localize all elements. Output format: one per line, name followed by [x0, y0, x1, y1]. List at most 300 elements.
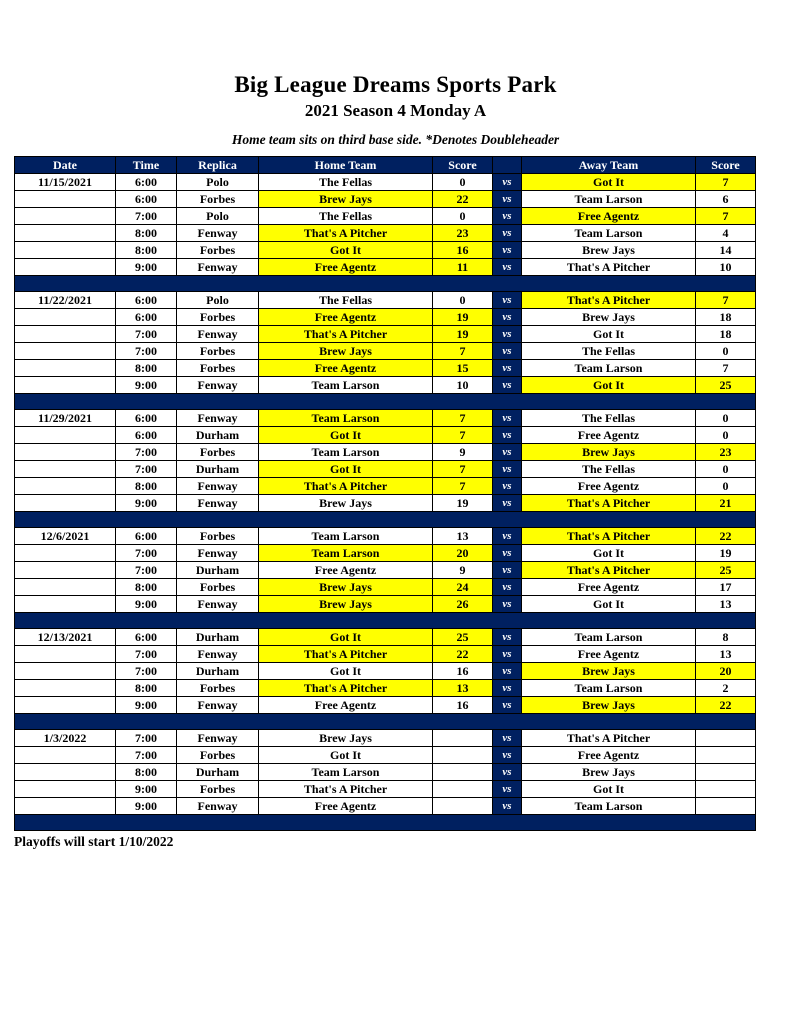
date-cell — [15, 461, 116, 478]
home-team-cell: Got It — [259, 242, 433, 259]
schedule-row — [15, 360, 756, 377]
away-score-cell: 20 — [696, 663, 756, 680]
home-score-cell: 7 — [433, 343, 493, 360]
home-score-cell: 10 — [433, 377, 493, 394]
away-team-cell: Got It — [522, 377, 696, 394]
separator-row — [15, 512, 756, 528]
away-team-cell: Free Agentz — [522, 579, 696, 596]
date-cell — [15, 781, 116, 798]
separator-row — [15, 613, 756, 629]
schedule-row — [15, 495, 756, 512]
date-cell — [15, 343, 116, 360]
schedule-row — [15, 444, 756, 461]
header-date: Date — [15, 157, 116, 174]
away-score-cell: 13 — [696, 646, 756, 663]
schedule-table-head — [15, 157, 756, 174]
away-team-cell: Free Agentz — [522, 646, 696, 663]
home-team-cell: Team Larson — [259, 377, 433, 394]
home-score-cell: 19 — [433, 309, 493, 326]
home-team-cell: Team Larson — [259, 545, 433, 562]
time-cell: 8:00 — [116, 680, 177, 697]
away-team-cell: Brew Jays — [522, 242, 696, 259]
away-score-cell: 6 — [696, 191, 756, 208]
date-cell: 11/29/2021 — [15, 410, 116, 427]
away-team-cell: Team Larson — [522, 191, 696, 208]
separator-bar — [15, 512, 756, 528]
home-score-cell: 16 — [433, 242, 493, 259]
home-score-cell: 22 — [433, 646, 493, 663]
away-team-cell: Got It — [522, 596, 696, 613]
time-cell: 9:00 — [116, 596, 177, 613]
away-team-cell: Free Agentz — [522, 208, 696, 225]
vs-cell: vs — [493, 309, 522, 326]
away-score-cell: 0 — [696, 478, 756, 495]
replica-cell: Durham — [177, 427, 259, 444]
separator-bar — [15, 815, 756, 831]
replica-cell: Durham — [177, 629, 259, 646]
home-score-cell: 0 — [433, 292, 493, 309]
schedule-row — [15, 377, 756, 394]
vs-cell: vs — [493, 174, 522, 191]
home-team-cell: Got It — [259, 747, 433, 764]
time-cell: 7:00 — [116, 663, 177, 680]
home-team-cell: Got It — [259, 427, 433, 444]
home-score-cell: 24 — [433, 579, 493, 596]
away-team-cell: That's A Pitcher — [522, 259, 696, 276]
away-team-cell: Free Agentz — [522, 478, 696, 495]
home-team-cell: Team Larson — [259, 764, 433, 781]
vs-cell: vs — [493, 747, 522, 764]
time-cell: 7:00 — [116, 730, 177, 747]
separator-bar — [15, 276, 756, 292]
away-team-cell: The Fellas — [522, 343, 696, 360]
away-team-cell: Got It — [522, 781, 696, 798]
date-cell — [15, 697, 116, 714]
away-team-cell: That's A Pitcher — [522, 730, 696, 747]
separator-bar — [15, 714, 756, 730]
replica-cell: Durham — [177, 764, 259, 781]
away-team-cell: Free Agentz — [522, 747, 696, 764]
header-away-team: Away Team — [522, 157, 696, 174]
away-score-cell: 0 — [696, 410, 756, 427]
time-cell: 7:00 — [116, 545, 177, 562]
date-cell — [15, 225, 116, 242]
away-score-cell: 7 — [696, 292, 756, 309]
home-team-cell: Brew Jays — [259, 343, 433, 360]
time-cell: 6:00 — [116, 309, 177, 326]
vs-cell: vs — [493, 377, 522, 394]
home-team-cell: Got It — [259, 461, 433, 478]
date-cell: 12/13/2021 — [15, 629, 116, 646]
away-team-cell: That's A Pitcher — [522, 495, 696, 512]
date-cell — [15, 326, 116, 343]
vs-cell: vs — [493, 427, 522, 444]
time-cell: 9:00 — [116, 259, 177, 276]
away-team-cell: Team Larson — [522, 629, 696, 646]
away-team-cell: The Fellas — [522, 410, 696, 427]
home-team-cell: That's A Pitcher — [259, 680, 433, 697]
replica-cell: Forbes — [177, 528, 259, 545]
home-team-cell: Brew Jays — [259, 191, 433, 208]
home-score-cell: 7 — [433, 410, 493, 427]
home-score-cell: 20 — [433, 545, 493, 562]
home-team-cell: That's A Pitcher — [259, 478, 433, 495]
away-score-cell — [696, 730, 756, 747]
replica-cell: Fenway — [177, 545, 259, 562]
home-team-cell: Free Agentz — [259, 562, 433, 579]
vs-cell: vs — [493, 562, 522, 579]
schedule-row — [15, 562, 756, 579]
replica-cell: Durham — [177, 663, 259, 680]
vs-cell: vs — [493, 495, 522, 512]
away-score-cell: 17 — [696, 579, 756, 596]
time-cell: 9:00 — [116, 495, 177, 512]
away-team-cell: That's A Pitcher — [522, 292, 696, 309]
schedule-row — [15, 225, 756, 242]
replica-cell: Forbes — [177, 242, 259, 259]
time-cell: 7:00 — [116, 747, 177, 764]
replica-cell: Fenway — [177, 326, 259, 343]
vs-cell: vs — [493, 646, 522, 663]
time-cell: 7:00 — [116, 208, 177, 225]
away-score-cell: 2 — [696, 680, 756, 697]
time-cell: 9:00 — [116, 781, 177, 798]
home-score-cell: 7 — [433, 427, 493, 444]
vs-cell: vs — [493, 326, 522, 343]
vs-cell: vs — [493, 579, 522, 596]
away-team-cell: Team Larson — [522, 680, 696, 697]
away-score-cell: 7 — [696, 360, 756, 377]
date-cell — [15, 747, 116, 764]
replica-cell: Fenway — [177, 410, 259, 427]
replica-cell: Forbes — [177, 579, 259, 596]
away-team-cell: Brew Jays — [522, 444, 696, 461]
away-score-cell: 8 — [696, 629, 756, 646]
separator-bar — [15, 613, 756, 629]
replica-cell: Fenway — [177, 730, 259, 747]
home-team-cell: Brew Jays — [259, 495, 433, 512]
replica-cell: Fenway — [177, 259, 259, 276]
home-team-cell: That's A Pitcher — [259, 646, 433, 663]
time-cell: 6:00 — [116, 410, 177, 427]
vs-cell: vs — [493, 242, 522, 259]
date-cell — [15, 191, 116, 208]
replica-cell: Fenway — [177, 798, 259, 815]
schedule-row — [15, 764, 756, 781]
away-team-cell: Brew Jays — [522, 697, 696, 714]
replica-cell: Forbes — [177, 191, 259, 208]
replica-cell: Fenway — [177, 478, 259, 495]
away-score-cell: 0 — [696, 427, 756, 444]
vs-cell: vs — [493, 596, 522, 613]
away-score-cell: 13 — [696, 596, 756, 613]
home-team-cell: Free Agentz — [259, 259, 433, 276]
time-cell: 7:00 — [116, 646, 177, 663]
away-score-cell: 22 — [696, 697, 756, 714]
date-cell — [15, 360, 116, 377]
replica-cell: Forbes — [177, 781, 259, 798]
away-score-cell: 22 — [696, 528, 756, 545]
date-cell — [15, 596, 116, 613]
away-team-cell: Team Larson — [522, 225, 696, 242]
vs-cell: vs — [493, 528, 522, 545]
schedule-row — [15, 596, 756, 613]
away-score-cell — [696, 747, 756, 764]
vs-cell: vs — [493, 781, 522, 798]
away-score-cell: 7 — [696, 174, 756, 191]
home-score-cell: 7 — [433, 461, 493, 478]
vs-cell: vs — [493, 680, 522, 697]
away-team-cell: Got It — [522, 545, 696, 562]
time-cell: 9:00 — [116, 697, 177, 714]
schedule-row — [15, 545, 756, 562]
date-cell — [15, 579, 116, 596]
home-team-cell: The Fellas — [259, 292, 433, 309]
schedule-row — [15, 461, 756, 478]
replica-cell: Forbes — [177, 680, 259, 697]
date-cell — [15, 377, 116, 394]
schedule-row — [15, 326, 756, 343]
header-vs — [493, 157, 522, 174]
vs-cell: vs — [493, 545, 522, 562]
vs-cell: vs — [493, 478, 522, 495]
home-score-cell — [433, 747, 493, 764]
vs-cell: vs — [493, 410, 522, 427]
schedule-row — [15, 747, 756, 764]
schedule-row — [15, 680, 756, 697]
replica-cell: Polo — [177, 208, 259, 225]
time-cell: 8:00 — [116, 478, 177, 495]
away-score-cell: 0 — [696, 461, 756, 478]
date-cell — [15, 764, 116, 781]
home-team-cell: Brew Jays — [259, 596, 433, 613]
time-cell: 9:00 — [116, 798, 177, 815]
header-home-score: Score — [433, 157, 493, 174]
date-cell — [15, 427, 116, 444]
vs-cell: vs — [493, 461, 522, 478]
home-team-cell: Team Larson — [259, 444, 433, 461]
time-cell: 6:00 — [116, 528, 177, 545]
schedule-row — [15, 629, 756, 646]
away-team-cell: Brew Jays — [522, 663, 696, 680]
home-team-cell: Free Agentz — [259, 360, 433, 377]
header-replica: Replica — [177, 157, 259, 174]
home-team-cell: That's A Pitcher — [259, 781, 433, 798]
away-team-cell: Team Larson — [522, 360, 696, 377]
home-score-cell: 22 — [433, 191, 493, 208]
replica-cell: Fenway — [177, 646, 259, 663]
vs-cell: vs — [493, 730, 522, 747]
vs-cell: vs — [493, 259, 522, 276]
away-score-cell — [696, 798, 756, 815]
schedule-row — [15, 528, 756, 545]
home-score-cell: 26 — [433, 596, 493, 613]
away-score-cell: 18 — [696, 309, 756, 326]
replica-cell: Polo — [177, 174, 259, 191]
schedule-row — [15, 798, 756, 815]
header-time: Time — [116, 157, 177, 174]
replica-cell: Forbes — [177, 444, 259, 461]
home-team-cell: That's A Pitcher — [259, 326, 433, 343]
home-team-cell: Brew Jays — [259, 730, 433, 747]
replica-cell: Forbes — [177, 343, 259, 360]
replica-cell: Fenway — [177, 377, 259, 394]
schedule-row — [15, 309, 756, 326]
away-score-cell — [696, 781, 756, 798]
date-cell — [15, 562, 116, 579]
separator-row — [15, 714, 756, 730]
schedule-row — [15, 781, 756, 798]
schedule-row — [15, 259, 756, 276]
date-cell: 12/6/2021 — [15, 528, 116, 545]
away-score-cell: 23 — [696, 444, 756, 461]
schedule-row — [15, 410, 756, 427]
vs-cell: vs — [493, 360, 522, 377]
page-note: Home team sits on third base side. *Denotes Doubleheader — [231, 132, 560, 147]
away-score-cell: 10 — [696, 259, 756, 276]
vs-cell: vs — [493, 208, 522, 225]
vs-cell: vs — [493, 444, 522, 461]
replica-cell: Fenway — [177, 697, 259, 714]
replica-cell: Forbes — [177, 747, 259, 764]
vs-cell: vs — [493, 663, 522, 680]
home-score-cell: 0 — [433, 174, 493, 191]
page-title: Big League Dreams Sports Park — [234, 72, 557, 97]
vs-cell: vs — [493, 191, 522, 208]
home-score-cell: 9 — [433, 562, 493, 579]
home-team-cell: Free Agentz — [259, 697, 433, 714]
header-home-team: Home Team — [259, 157, 433, 174]
away-score-cell — [696, 764, 756, 781]
away-team-cell: Team Larson — [522, 798, 696, 815]
date-cell — [15, 798, 116, 815]
schedule-row — [15, 697, 756, 714]
home-score-cell — [433, 781, 493, 798]
replica-cell: Forbes — [177, 309, 259, 326]
page-subtitle: 2021 Season 4 Monday A — [304, 101, 487, 120]
home-team-cell: The Fellas — [259, 174, 433, 191]
home-score-cell: 19 — [433, 495, 493, 512]
away-team-cell: The Fellas — [522, 461, 696, 478]
separator-row — [15, 276, 756, 292]
date-cell — [15, 663, 116, 680]
replica-cell: Durham — [177, 562, 259, 579]
home-score-cell: 0 — [433, 208, 493, 225]
replica-cell: Fenway — [177, 596, 259, 613]
home-score-cell: 13 — [433, 528, 493, 545]
time-cell: 7:00 — [116, 461, 177, 478]
away-score-cell: 19 — [696, 545, 756, 562]
date-cell — [15, 259, 116, 276]
away-team-cell: Got It — [522, 326, 696, 343]
date-cell — [15, 242, 116, 259]
time-cell: 6:00 — [116, 191, 177, 208]
home-score-cell: 16 — [433, 697, 493, 714]
date-cell — [15, 646, 116, 663]
date-cell — [15, 208, 116, 225]
away-team-cell: Brew Jays — [522, 309, 696, 326]
home-score-cell — [433, 798, 493, 815]
playoffs-note: Playoffs will start 1/10/2022 — [14, 834, 174, 849]
replica-cell: Fenway — [177, 495, 259, 512]
replica-cell: Forbes — [177, 360, 259, 377]
home-team-cell: Free Agentz — [259, 309, 433, 326]
date-cell — [15, 680, 116, 697]
date-cell — [15, 478, 116, 495]
away-score-cell: 25 — [696, 377, 756, 394]
schedule-row — [15, 242, 756, 259]
time-cell: 7:00 — [116, 562, 177, 579]
date-cell — [15, 545, 116, 562]
away-team-cell: Brew Jays — [522, 764, 696, 781]
schedule-table — [14, 156, 756, 831]
time-cell: 8:00 — [116, 242, 177, 259]
home-score-cell: 23 — [433, 225, 493, 242]
time-cell: 6:00 — [116, 292, 177, 309]
home-score-cell: 15 — [433, 360, 493, 377]
vs-cell: vs — [493, 629, 522, 646]
schedule-row — [15, 646, 756, 663]
separator-bar — [15, 394, 756, 410]
vs-cell: vs — [493, 225, 522, 242]
date-cell — [15, 309, 116, 326]
home-team-cell: Team Larson — [259, 528, 433, 545]
away-score-cell: 25 — [696, 562, 756, 579]
away-team-cell: Got It — [522, 174, 696, 191]
home-team-cell: Free Agentz — [259, 798, 433, 815]
date-cell — [15, 444, 116, 461]
schedule-row — [15, 343, 756, 360]
time-cell: 7:00 — [116, 326, 177, 343]
home-score-cell: 9 — [433, 444, 493, 461]
schedule-row — [15, 730, 756, 747]
header-row — [15, 157, 756, 174]
home-score-cell: 13 — [433, 680, 493, 697]
away-score-cell: 18 — [696, 326, 756, 343]
schedule-row — [15, 191, 756, 208]
away-score-cell: 0 — [696, 343, 756, 360]
home-team-cell: Brew Jays — [259, 579, 433, 596]
home-score-cell: 16 — [433, 663, 493, 680]
vs-cell: vs — [493, 798, 522, 815]
schedule-row — [15, 663, 756, 680]
home-team-cell: That's A Pitcher — [259, 225, 433, 242]
schedule-row — [15, 208, 756, 225]
home-score-cell: 11 — [433, 259, 493, 276]
replica-cell: Durham — [177, 461, 259, 478]
time-cell: 6:00 — [116, 174, 177, 191]
schedule-row — [15, 427, 756, 444]
schedule-row — [15, 478, 756, 495]
home-score-cell: 7 — [433, 478, 493, 495]
vs-cell: vs — [493, 292, 522, 309]
time-cell: 6:00 — [116, 629, 177, 646]
home-score-cell — [433, 730, 493, 747]
away-score-cell: 7 — [696, 208, 756, 225]
time-cell: 7:00 — [116, 444, 177, 461]
schedule-row — [15, 174, 756, 191]
away-score-cell: 4 — [696, 225, 756, 242]
time-cell: 6:00 — [116, 427, 177, 444]
away-team-cell: That's A Pitcher — [522, 562, 696, 579]
vs-cell: vs — [493, 697, 522, 714]
home-score-cell — [433, 764, 493, 781]
separator-row — [15, 815, 756, 831]
schedule-row — [15, 579, 756, 596]
time-cell: 8:00 — [116, 360, 177, 377]
away-score-cell: 21 — [696, 495, 756, 512]
header-away-score: Score — [696, 157, 756, 174]
